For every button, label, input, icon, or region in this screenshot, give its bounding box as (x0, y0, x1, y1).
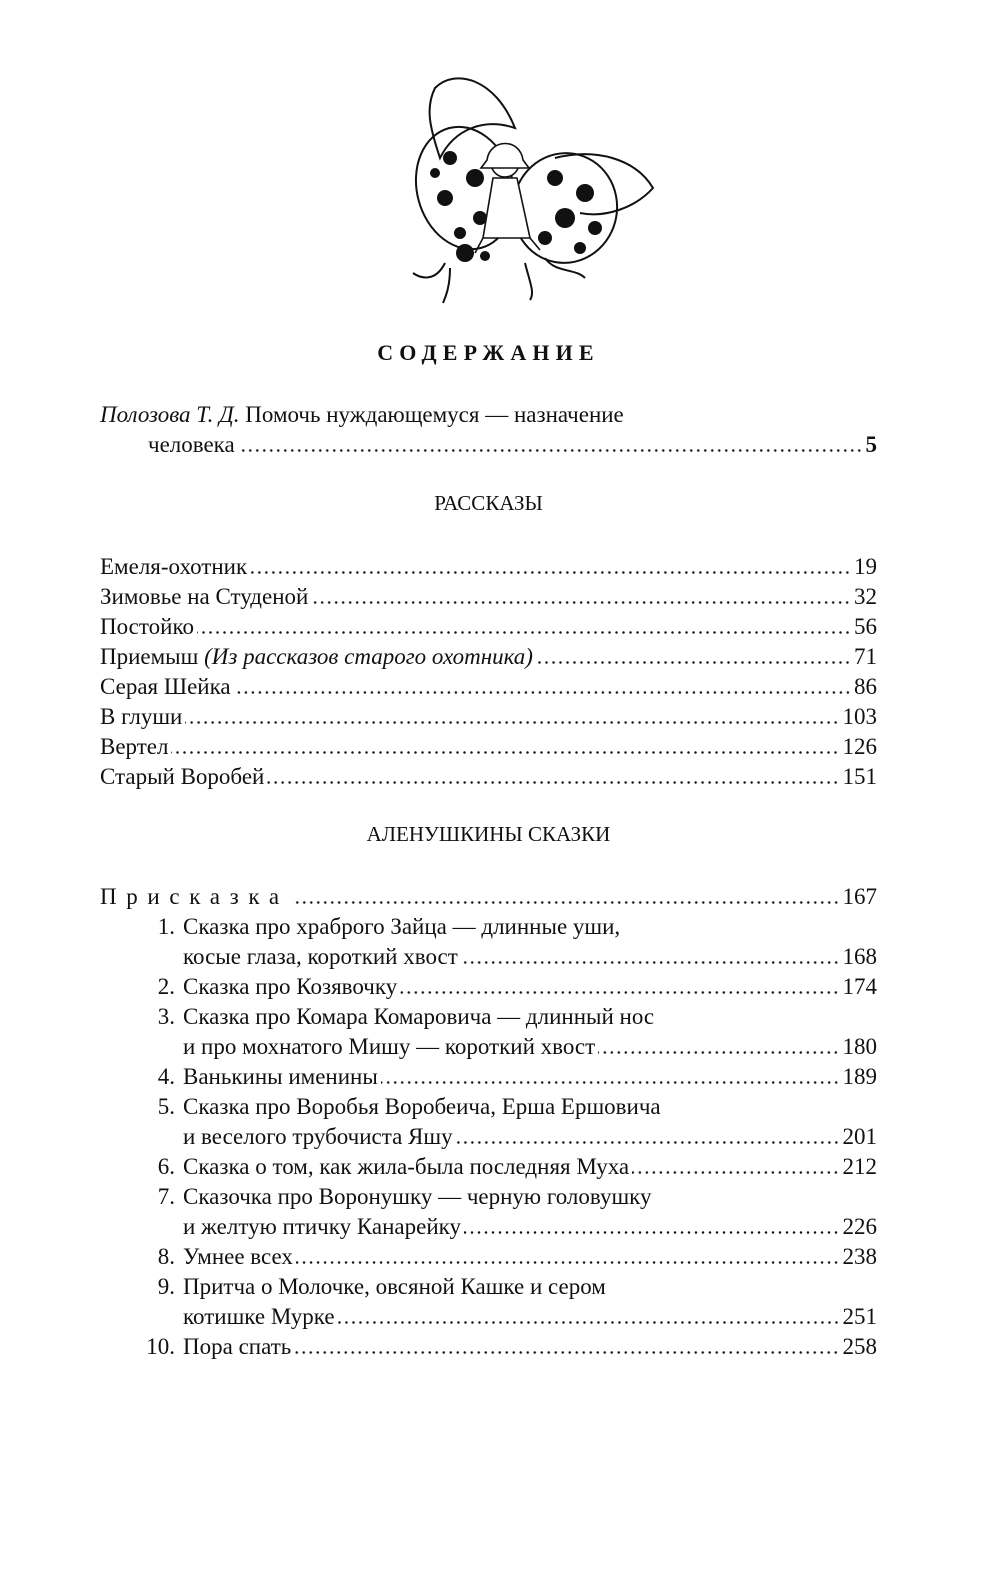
entry-subtitle: (Из рассказов старого охотника) (204, 644, 533, 669)
entry-title: Постойко (100, 614, 194, 639)
page-number: 212 (842, 1154, 877, 1179)
entry-number: 8. (157, 1244, 175, 1269)
toc-entry[interactable] (100, 612, 877, 642)
toc-entry[interactable] (100, 1002, 877, 1032)
entry-title-line: Умнее всех (183, 1244, 293, 1269)
page-number: 32 (854, 584, 877, 609)
entry-title: Зимовье на Студеной (100, 584, 309, 609)
toc-entry[interactable] (100, 972, 877, 1002)
dot-leader (185, 721, 839, 724)
entry-number: 4. (157, 1064, 175, 1089)
entry-number: 2. (157, 974, 175, 999)
dot-leader (311, 601, 851, 604)
page-number: 226 (842, 1214, 877, 1239)
toc-entry[interactable] (100, 1212, 877, 1242)
dot-leader (464, 1231, 840, 1234)
toc-entry-prelude[interactable] (100, 882, 877, 912)
page-number: 258 (842, 1334, 877, 1359)
entry-title: Приемыш (100, 644, 199, 669)
entry-title: Серая Шейка (100, 674, 231, 699)
dot-leader (294, 1351, 839, 1354)
page-number: 19 (854, 554, 877, 579)
entry-title-line: Ванькины именины (183, 1064, 378, 1089)
dot-leader (381, 1081, 840, 1084)
toc-entry[interactable] (100, 1182, 877, 1212)
dot-leader (598, 1051, 839, 1054)
entry-number: 9. (157, 1274, 175, 1299)
ladybug-with-girl-illustration (405, 68, 660, 308)
toc-entry[interactable] (100, 1302, 877, 1332)
entry-title-line: Сказка про храброго Зайца — длинные уши, (183, 914, 621, 939)
toc-entry[interactable] (100, 1062, 877, 1092)
toc-entry[interactable] (100, 762, 877, 792)
dot-leader (400, 991, 839, 994)
dot-leader (338, 1321, 840, 1324)
entry-title-line: Пора спать (183, 1334, 292, 1359)
page-number: 168 (842, 944, 877, 969)
toc-entry[interactable] (100, 1242, 877, 1272)
dot-leader (234, 691, 851, 694)
page-number: 174 (842, 974, 877, 999)
page-number: 56 (854, 614, 877, 639)
entry-title-line: Сказочка про Воронушку — черную головушку (183, 1184, 652, 1209)
toc-entry[interactable] (100, 1092, 877, 1122)
toc-entry[interactable] (100, 1032, 877, 1062)
page-number: 126 (842, 734, 877, 759)
entry-title-line: Сказка про Комара Комаровича — длинный нос (183, 1004, 655, 1029)
toc-entry[interactable] (100, 582, 877, 612)
entry-title-line: Притча о Молочке, овсяной Кашке и сером (183, 1274, 606, 1299)
entry-title-line: и веселого трубочиста Яшу (183, 1124, 453, 1149)
section-heading-stories: РАССКАЗЫ (434, 491, 543, 515)
toc-entry[interactable] (100, 912, 877, 942)
tales-list (100, 882, 877, 1362)
dot-leader (238, 449, 863, 452)
toc-entry[interactable] (100, 942, 877, 972)
toc-entry[interactable] (100, 1332, 877, 1362)
entry-title: Емеля-охотник (100, 554, 248, 579)
intro-title-line2: человека (148, 432, 235, 457)
intro-author: Полозова Т. Д. (100, 402, 240, 427)
page-number: 151 (842, 764, 877, 789)
entry-title: В глуши (100, 704, 183, 729)
page-number: 201 (842, 1124, 877, 1149)
page-number: 167 (842, 884, 877, 909)
toc-entry[interactable] (100, 552, 877, 582)
entry-title-line: Сказка о том, как жила-была последняя Муха (183, 1154, 630, 1179)
page-number: 180 (842, 1034, 877, 1059)
entry-number: 5. (157, 1094, 175, 1119)
entry-title-line: и желтую птичку Канарейку (183, 1214, 461, 1239)
dot-leader (456, 1141, 840, 1144)
toc-entry[interactable] (100, 702, 877, 732)
dot-leader (536, 661, 851, 664)
dot-leader (461, 961, 840, 964)
toc-entry[interactable] (100, 1272, 877, 1302)
entry-title: Старый Воробей (100, 764, 265, 789)
page-number: 251 (842, 1304, 877, 1329)
entry-title-line: косые глаза, короткий хвост (183, 944, 458, 969)
dot-leader (250, 571, 851, 574)
entry-title-line: Сказка про Козявочку (183, 974, 398, 999)
entry-number: 7. (157, 1184, 175, 1209)
entry-title: Присказка (100, 884, 289, 909)
intro-entry (100, 400, 877, 460)
dot-leader (171, 751, 839, 754)
page-number: 86 (854, 674, 877, 699)
toc-entry[interactable] (100, 1122, 877, 1152)
page-number: 71 (854, 644, 877, 669)
entry-title-line: котишке Мурке (183, 1304, 335, 1329)
entry-number: 1. (157, 914, 175, 939)
entry-title-line: и про мохнатого Мишу — короткий хвост (183, 1034, 596, 1059)
section-heading-tales: АЛЕНУШКИНЫ СКАЗКИ (366, 822, 611, 846)
entry-number: 6. (157, 1154, 175, 1179)
dot-leader (292, 901, 840, 904)
entry-number: 3. (157, 1004, 175, 1029)
intro-title-line1: Помочь нуждающемуся — назначение (245, 402, 624, 427)
stories-list (100, 552, 877, 792)
dot-leader (197, 631, 851, 634)
dot-leader (296, 1261, 840, 1264)
page-number: 238 (842, 1244, 877, 1269)
dot-leader (632, 1171, 839, 1174)
dot-leader (267, 781, 839, 784)
entry-number: 10. (146, 1334, 175, 1359)
entry-title: Вертел (100, 734, 169, 759)
toc-entry[interactable] (100, 732, 877, 762)
toc-entry[interactable] (100, 1152, 877, 1182)
page-title: СОДЕРЖАНИЕ (377, 340, 600, 365)
toc-entry[interactable] (100, 642, 877, 672)
toc-entry[interactable] (100, 672, 877, 702)
entry-title-line: Сказка про Воробья Воробеича, Ерша Ершовича (183, 1094, 661, 1119)
page-number: 189 (842, 1064, 877, 1089)
page-number: 103 (842, 704, 877, 729)
page-number: 5 (865, 432, 877, 457)
